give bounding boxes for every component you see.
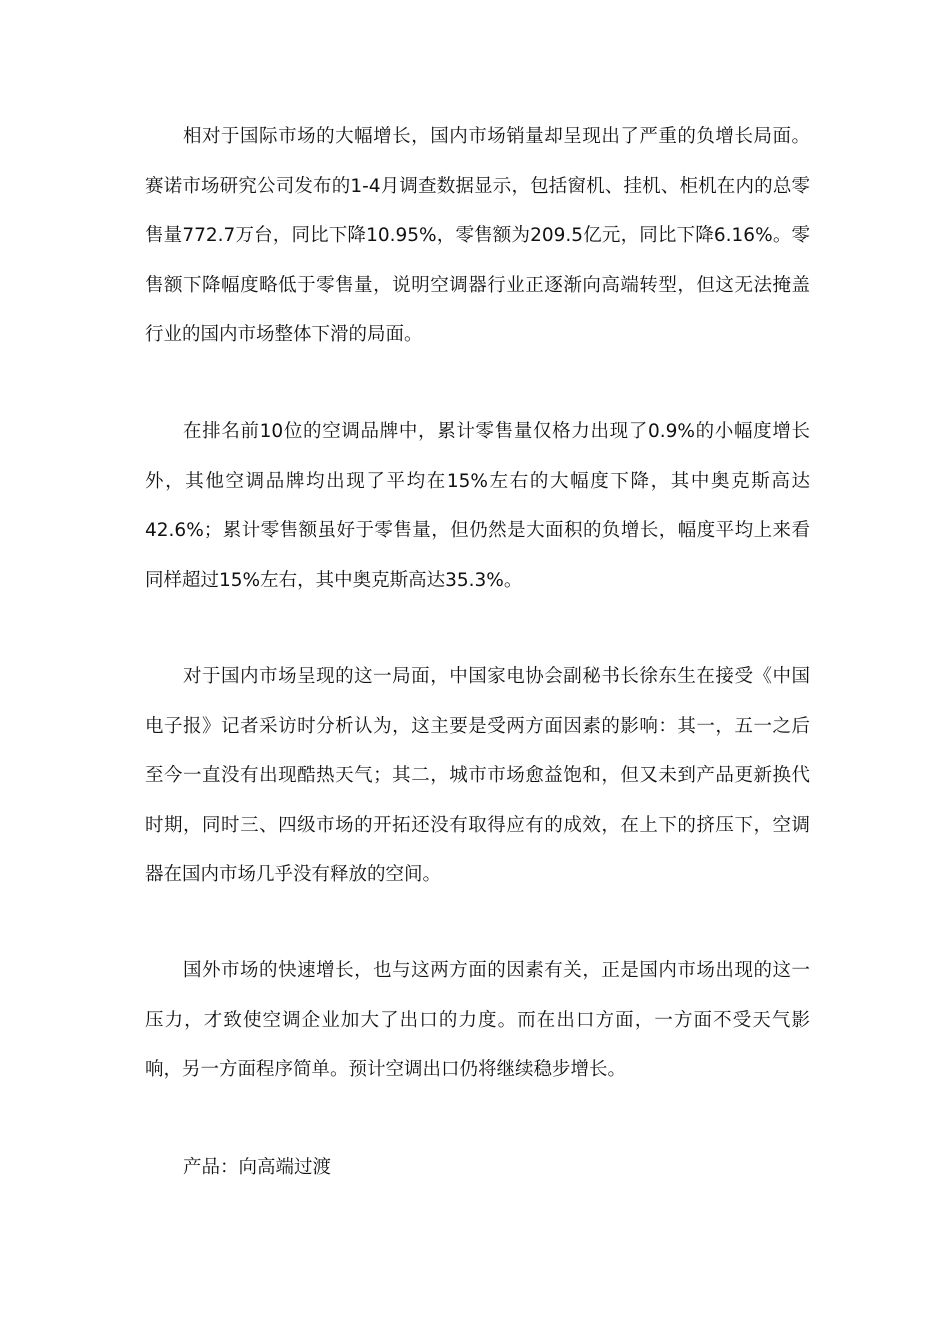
paragraph-top-brands-ranking: 在排名前10位的空调品牌中，累计零售量仅格力出现了0.9%的小幅度增长外，其他空调品牌均出现了平均在15%左右的大幅度下降，其中奥克斯高达42.6%；累计零售额虽好于零售量，但仍然是大面积的负增长，幅度平均上来看同样超过15%左右，其中奥克斯高达35.3%。 (145, 421, 810, 591)
section-heading-products: 产品：向高端过渡 (183, 1157, 332, 1178)
paragraph-export-growth: 国外市场的快速增长，也与这两方面的因素有关，正是国内市场出现的这一压力，才致使空调企业加大了出口的力度。而在出口方面，一方面不受天气影响，另一方面程序简单。预计空调出口仍将继续稳步增长。 (145, 960, 810, 1080)
paragraph-expert-analysis: 对于国内市场呈现的这一局面，中国家电协会副秘书长徐东生在接受《中国电子报》记者采访时分析认为，这主要是受两方面因素的影响：其一，五一之后至今一直没有出现酷热天气；其二，城市市场愈益饱和，但又未到产品更新换代时期，同时三、四级市场的开拓还没有取得应有的成效，在上下的挤压下，空调器在国内市场几乎没有释放的空间。 (145, 666, 810, 885)
paragraph-domestic-sales-decline: 相对于国际市场的大幅增长，国内市场销量却呈现出了严重的负增长局面。赛诺市场研究公司发布的1-4月调查数据显示，包括窗机、挂机、柜机在内的总零售量772.7万台，同比下降10.95%，零售额为209.5亿元，同比下降6.16%。零售额下降幅度略低于零售量，说明空调器行业正逐渐向高端转型，但这无法掩盖行业的国内市场整体下滑的局面。 (145, 126, 810, 345)
